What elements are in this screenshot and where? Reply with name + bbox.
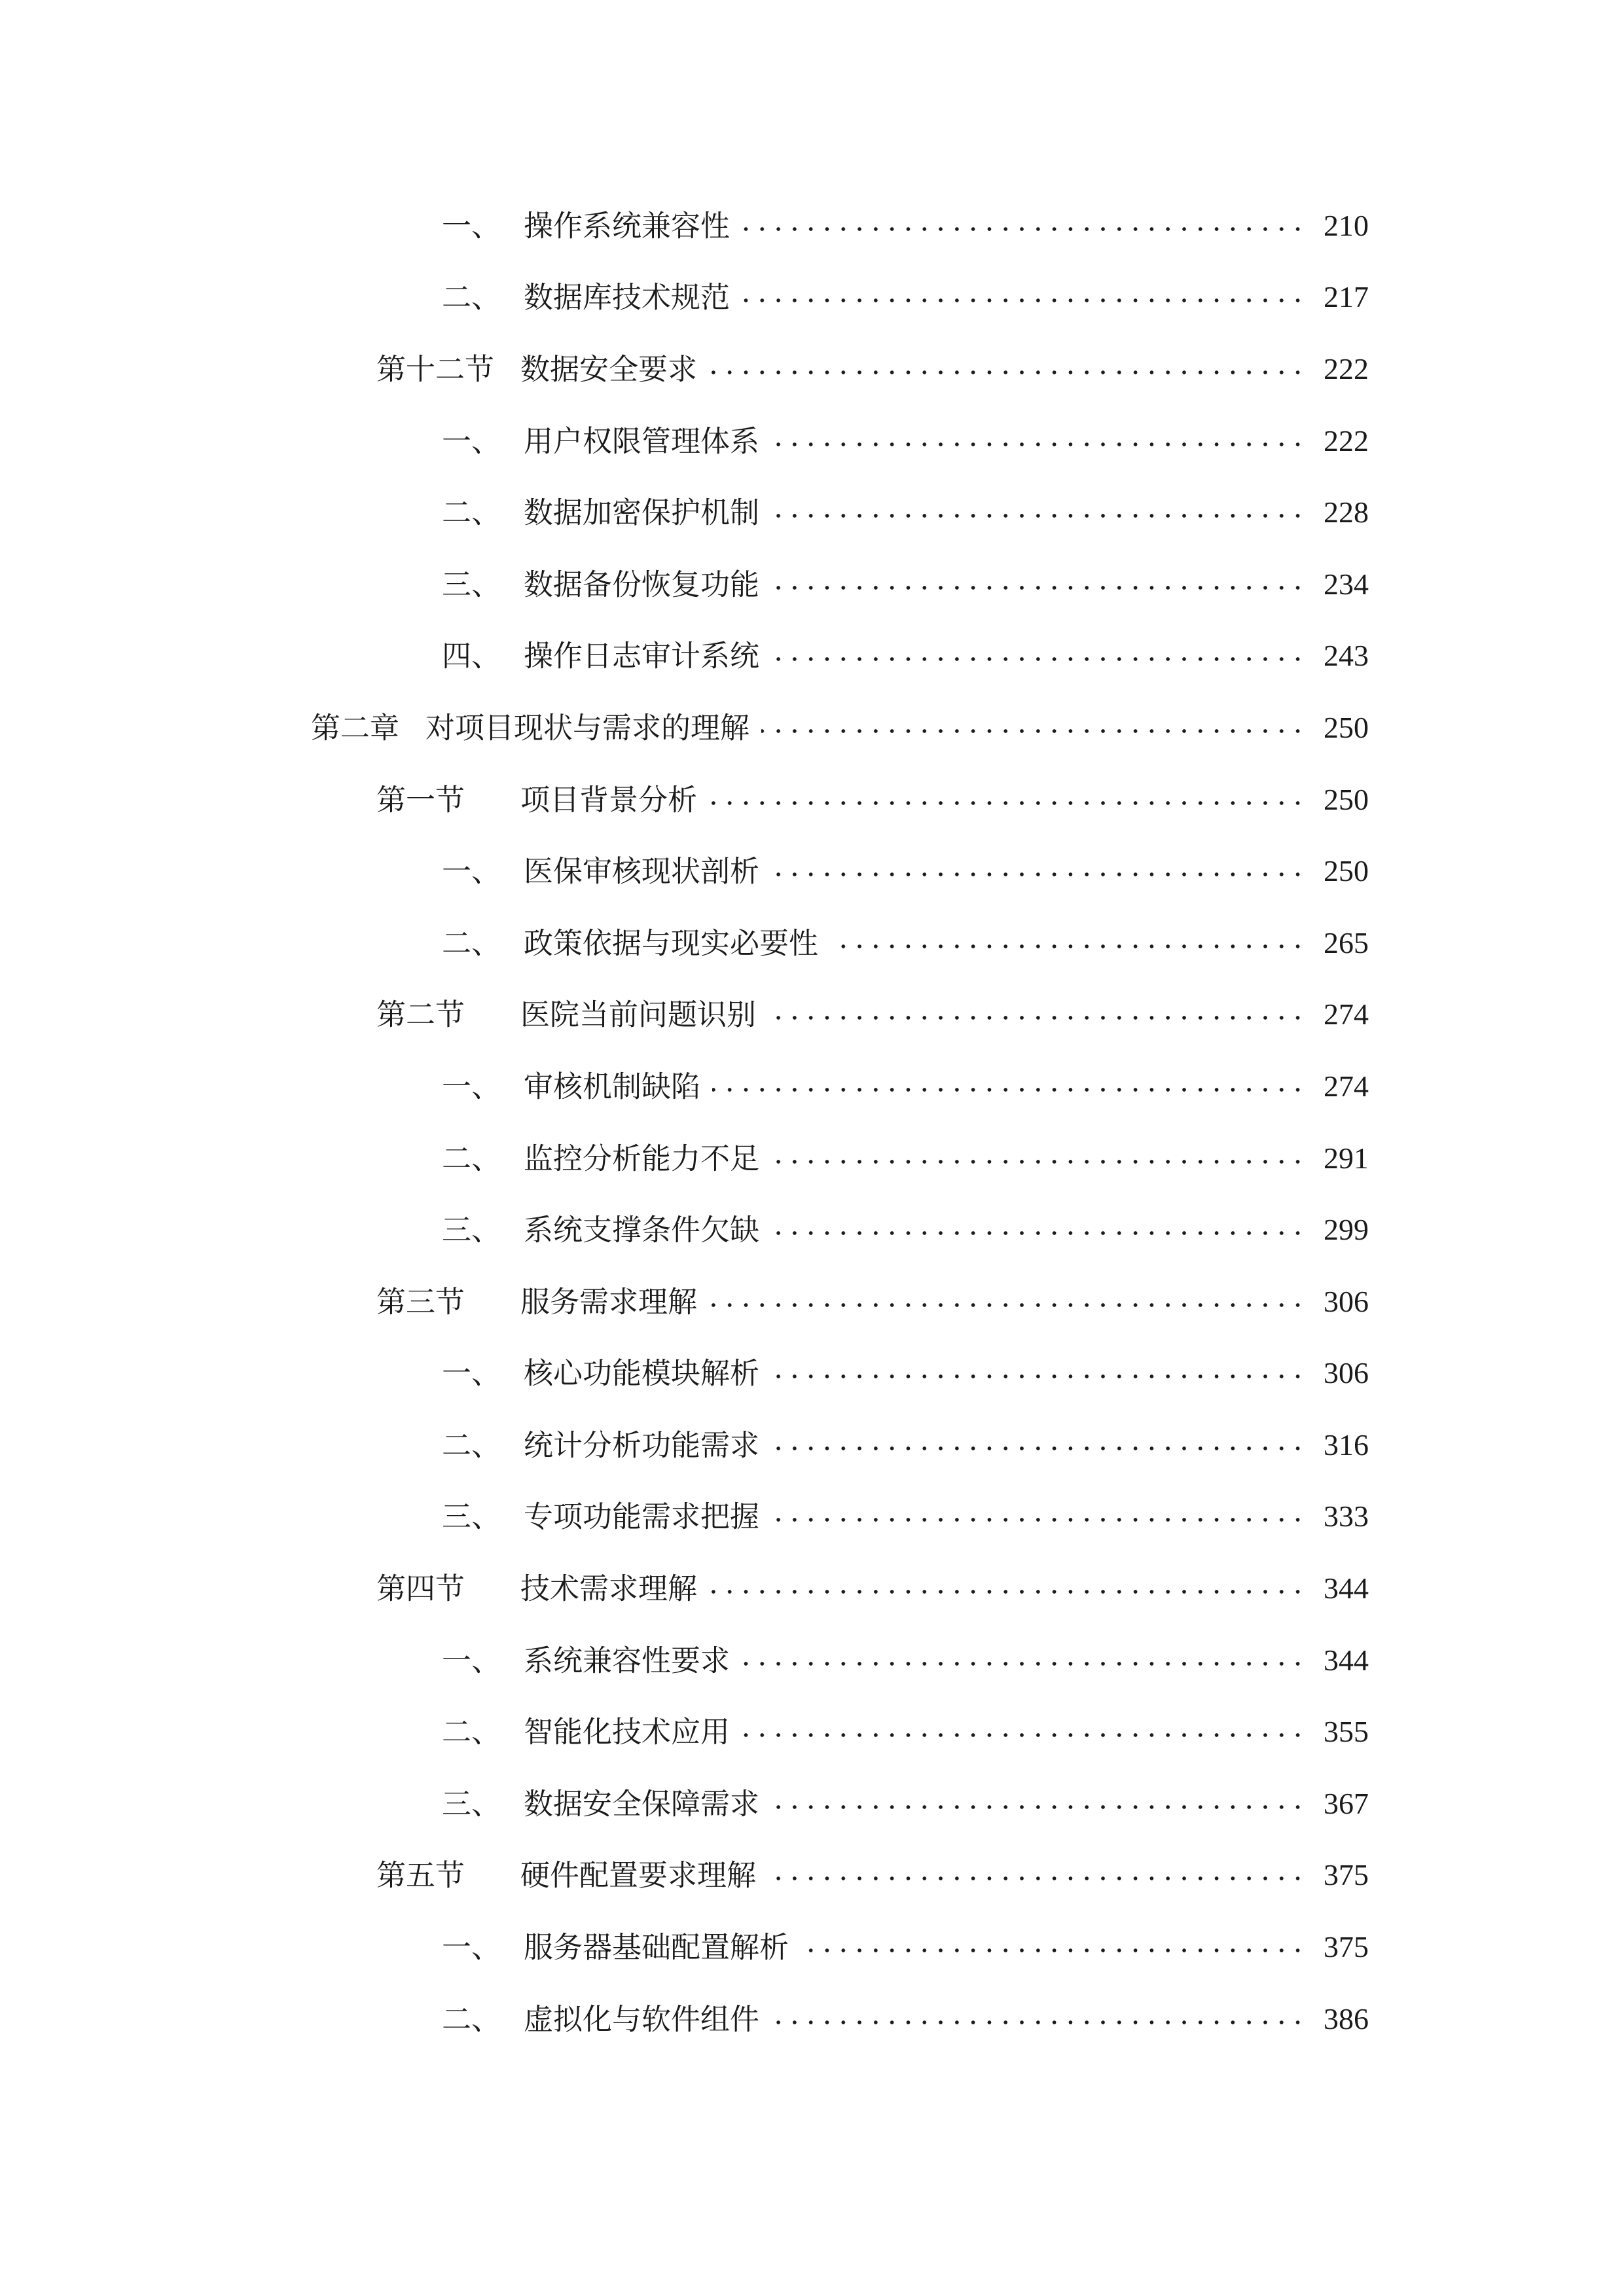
table-of-contents (0, 190, 1624, 2054)
toc-entry[interactable] (0, 1624, 1624, 1696)
toc-entry[interactable] (0, 835, 1624, 907)
toc-entry[interactable] (0, 1840, 1624, 1912)
toc-entry-page-number: 344 (1324, 1643, 1369, 1677)
toc-entry-page-number: 234 (1324, 567, 1369, 601)
dot-leader (768, 1016, 1306, 1020)
toc-entry-title: 审核机制缺陷 (524, 1069, 701, 1104)
toc-entry[interactable] (0, 1911, 1624, 1983)
toc-entry-number: 二、 (442, 925, 501, 961)
dot-leader (709, 370, 1306, 374)
toc-entry[interactable] (0, 405, 1624, 477)
toc-entry-title: 系统兼容性要求 (524, 1643, 731, 1678)
toc-entry-title: 核心功能模块解析 (524, 1355, 760, 1391)
dot-leader (712, 1088, 1306, 1092)
toc-entry-title: 监控分析能力不足 (524, 1141, 760, 1176)
toc-entry[interactable] (0, 1194, 1624, 1266)
toc-entry-page-number: 210 (1324, 208, 1369, 242)
toc-entry-title: 服务器基础配置解析 (524, 1929, 789, 1965)
toc-entry-number: 第三节 (376, 1284, 465, 1319)
toc-entry-page-number: 375 (1324, 1858, 1369, 1892)
toc-entry-title: 医保审核现状剖析 (524, 853, 760, 889)
toc-entry-title: 操作日志审计系统 (524, 638, 760, 673)
toc-entry-number: 一、 (442, 1069, 501, 1104)
toc-entry-number: 三、 (442, 1786, 501, 1821)
dot-leader (771, 872, 1306, 876)
toc-entry-number: 一、 (442, 853, 501, 889)
toc-entry-title: 操作系统兼容性 (524, 208, 731, 243)
toc-entry[interactable] (0, 907, 1624, 979)
toc-entry-number: 三、 (442, 567, 501, 602)
toc-entry-number: 第二节 (376, 997, 465, 1032)
toc-entry[interactable] (0, 262, 1624, 334)
toc-entry-number: 二、 (442, 1714, 501, 1749)
dot-leader (742, 227, 1306, 231)
toc-entry-number: 三、 (442, 1499, 501, 1534)
toc-entry-number: 第十二节 (376, 351, 495, 387)
toc-entry-page-number: 243 (1324, 639, 1369, 673)
toc-entry[interactable] (0, 190, 1624, 262)
toc-entry-page-number: 386 (1324, 2001, 1369, 2036)
toc-entry[interactable] (0, 1552, 1624, 1624)
dot-leader (742, 1662, 1306, 1666)
dot-leader (709, 1303, 1306, 1307)
toc-entry-title: 用户权限管理体系 (524, 423, 760, 459)
toc-entry[interactable] (0, 620, 1624, 692)
dot-leader (830, 944, 1306, 948)
toc-entry-page-number: 250 (1324, 710, 1369, 744)
dot-leader (742, 1733, 1306, 1737)
toc-entry[interactable] (0, 1768, 1624, 1840)
toc-entry-page-number: 222 (1324, 423, 1369, 457)
toc-entry-title: 医院当前问题识别 (520, 997, 757, 1032)
toc-entry-title: 数据安全保障需求 (524, 1786, 760, 1821)
toc-entry[interactable] (0, 548, 1624, 620)
toc-entry-number: 二、 (442, 495, 501, 530)
toc-entry-page-number: 306 (1324, 1356, 1369, 1390)
dot-leader (709, 1590, 1306, 1594)
toc-entry-number: 一、 (442, 208, 501, 243)
toc-entry[interactable] (0, 1338, 1624, 1410)
dot-leader (771, 1160, 1306, 1164)
toc-entry-page-number: 291 (1324, 1141, 1369, 1175)
toc-entry[interactable] (0, 1481, 1624, 1553)
toc-entry[interactable] (0, 1122, 1624, 1194)
toc-entry-page-number: 265 (1324, 925, 1369, 960)
toc-entry[interactable] (0, 692, 1624, 764)
toc-entry-title: 硬件配置要求理解 (520, 1857, 757, 1893)
toc-entry-number: 二、 (442, 1141, 501, 1176)
toc-entry-page-number: 274 (1324, 1069, 1369, 1103)
toc-entry-title: 数据库技术规范 (524, 279, 731, 315)
toc-entry-page-number: 299 (1324, 1213, 1369, 1247)
toc-entry[interactable] (0, 1050, 1624, 1122)
toc-entry-page-number: 250 (1324, 854, 1369, 888)
toc-entry-number: 第五节 (376, 1857, 465, 1893)
toc-entry-page-number: 274 (1324, 997, 1369, 1031)
dot-leader (768, 1876, 1306, 1880)
toc-entry[interactable] (0, 979, 1624, 1051)
toc-entry-number: 第四节 (376, 1571, 465, 1606)
toc-entry-page-number: 333 (1324, 1499, 1369, 1534)
toc-entry-number: 一、 (442, 423, 501, 459)
toc-entry[interactable] (0, 764, 1624, 836)
dot-leader (742, 298, 1306, 302)
toc-entry-title: 专项功能需求把握 (524, 1499, 760, 1534)
toc-entry-number: 二、 (442, 2001, 501, 2037)
dot-leader (761, 729, 1306, 733)
dot-leader (771, 1518, 1306, 1522)
toc-entry-page-number: 367 (1324, 1786, 1369, 1820)
toc-entry-title: 统计分析功能需求 (524, 1427, 760, 1463)
dot-leader (771, 1374, 1306, 1378)
dot-leader (771, 1446, 1306, 1450)
toc-entry-title: 数据备份恢复功能 (524, 567, 760, 602)
toc-entry-title: 数据加密保护机制 (524, 495, 760, 530)
toc-entry-page-number: 344 (1324, 1571, 1369, 1605)
toc-entry-page-number: 217 (1324, 280, 1369, 314)
toc-entry-title: 系统支撑条件欠缺 (524, 1212, 760, 1247)
dot-leader (771, 1805, 1306, 1809)
toc-entry-title: 项目背景分析 (520, 782, 698, 817)
toc-entry-number: 第一节 (376, 782, 465, 817)
toc-entry-page-number: 222 (1324, 351, 1369, 386)
toc-entry-title: 数据安全要求 (520, 351, 698, 387)
toc-entry-page-number: 306 (1324, 1284, 1369, 1318)
toc-entry-title: 政策依据与现实必要性 (524, 925, 819, 961)
dot-leader (771, 514, 1306, 518)
toc-entry[interactable] (0, 333, 1624, 405)
toc-entry-number: 一、 (442, 1929, 501, 1965)
toc-entry-title: 对项目现状与需求的理解 (425, 710, 750, 745)
toc-entry-number: 一、 (442, 1643, 501, 1678)
toc-entry[interactable] (0, 1409, 1624, 1481)
toc-entry-number: 第二章 (311, 710, 400, 745)
toc-entry[interactable] (0, 1266, 1624, 1338)
dot-leader (771, 657, 1306, 661)
toc-entry-page-number: 228 (1324, 495, 1369, 529)
toc-entry-number: 二、 (442, 1427, 501, 1463)
dot-leader (709, 801, 1306, 805)
toc-entry-number: 三、 (442, 1212, 501, 1247)
toc-entry[interactable] (0, 476, 1624, 548)
dot-leader (771, 586, 1306, 590)
toc-entry-page-number: 375 (1324, 1930, 1369, 1964)
dot-leader (771, 2020, 1306, 2024)
toc-entry-title: 服务需求理解 (520, 1284, 698, 1319)
toc-entry-page-number: 355 (1324, 1715, 1369, 1749)
toc-entry-title: 技术需求理解 (520, 1571, 698, 1606)
dot-leader (771, 442, 1306, 446)
toc-entry-number: 四、 (442, 638, 501, 673)
toc-entry-number: 二、 (442, 279, 501, 315)
toc-entry-page-number: 316 (1324, 1427, 1369, 1462)
toc-entry-number: 一、 (442, 1355, 501, 1391)
toc-entry-title: 虚拟化与软件组件 (524, 2001, 760, 2037)
toc-entry[interactable] (0, 1696, 1624, 1768)
toc-entry-title: 智能化技术应用 (524, 1714, 731, 1749)
toc-entry-page-number: 250 (1324, 782, 1369, 816)
toc-entry[interactable] (0, 1983, 1624, 2055)
dot-leader (771, 1231, 1306, 1235)
dot-leader (801, 1948, 1306, 1952)
